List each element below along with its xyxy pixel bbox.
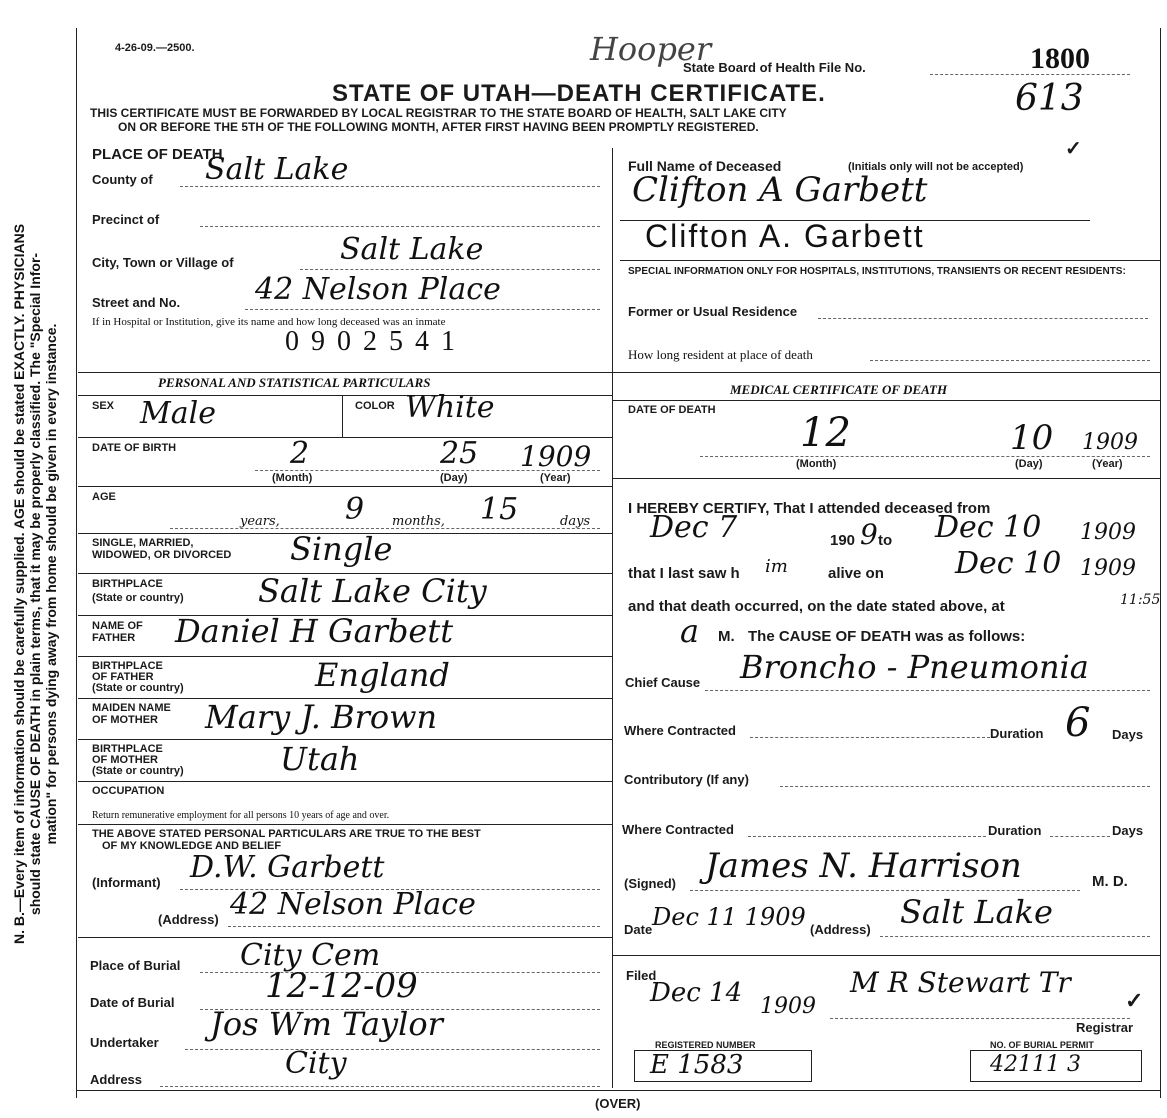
file-label: State Board of Health File No. — [683, 60, 866, 75]
county-label: County of — [92, 172, 153, 187]
full-name-note: (Initials only will not be accepted) — [848, 161, 1024, 173]
attest-line-1: THE ABOVE STATED PERSONAL PARTICULARS ARE TRUE TO THE BEST — [92, 828, 481, 840]
duration-label: Duration — [990, 726, 1044, 741]
death-date-rule — [612, 478, 1160, 479]
months-label: months, — [392, 514, 445, 529]
mother-bp-label-2: OF MOTHER — [92, 754, 158, 766]
medical-heading-rule — [612, 400, 1160, 401]
undertaker-address-label: Address — [90, 1072, 143, 1087]
burial-permit-number: 42111 3 — [990, 1052, 1081, 1077]
occupation-label: OCCUPATION — [92, 785, 165, 797]
last-saw-suffix: im — [765, 556, 788, 577]
dob-month: 2 — [290, 436, 310, 471]
father-label-2: FATHER — [92, 632, 136, 644]
street-label: Street and No. — [92, 295, 181, 310]
sex-rule — [78, 437, 612, 438]
medical-heading: MEDICAL CERTIFICATE OF DEATH — [730, 382, 948, 397]
marital-label-2: WIDOWED, OR DIVORCED — [92, 549, 232, 561]
alive-date: Dec 10 — [955, 546, 1062, 581]
signed-date-label: Date — [624, 922, 653, 937]
instruction-line-1: THIS CERTIFICATE MUST BE FORWARDED BY LOCAL REGISTRAR TO THE STATE BOARD OF HEALTH, SALT LAKE CITY — [90, 106, 787, 120]
residence-line — [818, 318, 1148, 319]
where-contracted-line — [750, 737, 990, 738]
dob-rule — [78, 486, 612, 487]
bottom-border — [76, 1090, 1160, 1091]
death-day: 10 — [1010, 418, 1054, 458]
chief-cause-label: Chief Cause — [625, 675, 701, 690]
how-long-label: How long resident at place of death — [628, 347, 813, 362]
mother-bp-label-3: (State or country) — [92, 765, 184, 777]
informant-value: D.W. Garbett — [190, 850, 385, 885]
md-label: M. D. — [1092, 873, 1128, 890]
county-value: Salt Lake — [205, 152, 349, 187]
certificate-title: STATE OF UTAH—DEATH CERTIFICATE. — [332, 80, 826, 107]
deceased-name-print: Clifton A. Garbett — [645, 218, 925, 254]
checkmark-icon: ✓ — [1065, 138, 1082, 160]
right-border — [1160, 28, 1161, 1098]
burial-date-label: Date of Burial — [90, 995, 175, 1010]
duration-value: 6 — [1065, 700, 1091, 746]
undertaker-address-value: City — [285, 1046, 347, 1081]
sex-label: SEX — [92, 400, 115, 412]
death-year: 1909 — [1082, 430, 1138, 455]
death-day-caption: (Day) — [1015, 458, 1043, 470]
side-line-2: should state CAUSE OF DEATH in plain terms, that it may be properly classified. The "Special Infor- — [27, 252, 43, 916]
dob-month-caption: (Month) — [272, 472, 313, 484]
occupation-note: Return remunerative employment for all persons 10 years of age and over. — [92, 810, 390, 821]
left-border — [76, 28, 77, 1098]
left-section-rule — [78, 372, 612, 373]
street-value: 42 Nelson Place — [255, 272, 501, 307]
hospital-note: If in Hospital or Institution, give its name and how long deceased was an inmate — [92, 316, 446, 328]
birthplace-label-2: (State or country) — [92, 592, 184, 604]
registered-number-label: REGISTERED NUMBER — [655, 1040, 756, 1050]
registrar-line — [830, 1018, 1130, 1019]
undertaker-address-line — [160, 1086, 600, 1087]
duration-days-label: Days — [1112, 727, 1144, 742]
medical-bottom-rule — [612, 955, 1160, 956]
side-line-1: N. B.—Every item of information should be carefully supplied. AGE should be stated EXACTLY. PHYSICIANS — [11, 223, 27, 945]
sex-value: Male — [140, 396, 216, 431]
mother-bp-rule — [78, 781, 612, 782]
sex-color-divider — [342, 395, 343, 437]
dob-year: 1909 — [520, 440, 592, 473]
birthplace-label-1: BIRTHPLACE — [92, 578, 163, 590]
signed-label: (Signed) — [624, 876, 676, 891]
city-line — [300, 269, 600, 270]
instruction-line-2: ON OR BEFORE THE 5TH OF THE FOLLOWING MONTH, AFTER FIRST HAVING BEEN PROMPTLY REGISTERED. — [118, 120, 759, 134]
where-contracted2-line — [748, 836, 986, 837]
age-label: AGE — [92, 491, 116, 503]
death-date-line — [700, 456, 1150, 457]
residence-label: Former or Usual Residence — [628, 304, 798, 319]
filed-date: Dec 14 — [650, 978, 743, 1008]
occurred-text: and that death occurred, on the date stated above, at — [628, 598, 1005, 615]
attended-to-label: to — [878, 532, 893, 549]
last-saw-text: that I last saw h — [628, 565, 740, 582]
name-bottom-rule — [620, 260, 1160, 261]
duration2-label: Duration — [988, 823, 1042, 838]
cause-text: The CAUSE OF DEATH was as follows: — [748, 628, 1026, 645]
time-value: 11:55 — [1120, 592, 1161, 608]
chief-cause-line — [705, 690, 1150, 691]
contributory-label: Contributory (If any) — [624, 772, 749, 787]
birthplace-value: Salt Lake City — [258, 572, 487, 610]
days-label: days — [560, 514, 591, 529]
mother-value: Mary J. Brown — [205, 698, 438, 736]
undertaker-value: Jos Wm Taylor — [210, 1005, 443, 1043]
contributory-line — [780, 786, 1150, 787]
column-divider — [612, 148, 613, 1088]
informant-label: (Informant) — [92, 875, 161, 890]
death-date-label: DATE OF DEATH — [628, 404, 716, 416]
attest-line-2: OF MY KNOWLEDGE AND BELIEF — [102, 840, 282, 852]
dob-label: DATE OF BIRTH — [92, 442, 177, 454]
registrar-label: Registrar — [1076, 1020, 1134, 1035]
father-bp-label-1: BIRTHPLACE — [92, 660, 163, 672]
burial-permit-label: NO. OF BURIAL PERMIT — [990, 1040, 1094, 1050]
registered-number: E 1583 — [650, 1050, 744, 1080]
registrar-checkmark-icon: ✓ — [1125, 988, 1144, 1013]
signed-line — [690, 890, 1080, 891]
dob-day-caption: (Day) — [440, 472, 468, 484]
physician-address-value: Salt Lake — [900, 893, 1053, 931]
city-value: Salt Lake — [340, 232, 484, 267]
burial-date-value: 12-12-09 — [265, 966, 418, 1006]
city-label: City, Town or Village of — [92, 255, 234, 270]
burial-place-value: City Cem — [240, 938, 381, 973]
mother-label-2: OF MOTHER — [92, 714, 158, 726]
right-section-rule — [612, 372, 1160, 373]
death-month: 12 — [800, 410, 851, 456]
attended-from-date: Dec 7 — [650, 510, 738, 545]
full-name-label: Full Name of Deceased — [628, 158, 782, 174]
deceased-name-script: Clifton A Garbett — [632, 170, 928, 210]
precinct-label: Precinct of — [92, 212, 160, 227]
stamp-number: 0902541 — [285, 326, 467, 357]
informant-address-line — [228, 926, 600, 927]
side-line-3: mation" for persons dying away from home should be given in every instance. — [43, 323, 59, 845]
death-month-caption: (Month) — [796, 458, 837, 470]
color-label: COLOR — [355, 400, 395, 412]
father-bp-label-2: OF FATHER — [92, 671, 154, 683]
mother-bp-label-1: BIRTHPLACE — [92, 743, 163, 755]
attended-from-year-suffix: 9 — [860, 518, 878, 551]
burial-place-label: Place of Burial — [90, 958, 181, 973]
filed-year: 1909 — [760, 994, 816, 1019]
dob-line — [255, 470, 600, 471]
dob-day: 25 — [440, 436, 479, 471]
age-line — [170, 528, 600, 529]
occupation-rule — [78, 824, 612, 825]
side-instructions — [11, 59, 59, 1109]
age-days: 15 — [480, 492, 519, 527]
how-long-line — [870, 360, 1150, 361]
local-number: 613 — [1015, 78, 1084, 119]
alive-year: 1909 — [1080, 556, 1136, 581]
signed-date-value: Dec 11 1909 — [652, 903, 806, 931]
certify-text: I HEREBY CERTIFY, That I attended deceased from — [628, 500, 991, 517]
years-label: years, — [240, 514, 280, 529]
form-code: 4-26-09.—2500. — [115, 42, 195, 54]
personal-heading: PERSONAL AND STATISTICAL PARTICULARS — [158, 375, 431, 390]
filed-label: Filed — [626, 968, 657, 983]
marital-value: Single — [290, 530, 393, 568]
duration2-days-label: Days — [1112, 823, 1144, 838]
age-months: 9 — [345, 492, 365, 527]
attended-from-year: 190 — [830, 532, 856, 549]
meridian-value: a — [680, 612, 700, 650]
precinct-line — [200, 226, 600, 227]
county-annotation: Hooper — [590, 30, 712, 68]
informant-address-value: 42 Nelson Place — [230, 887, 476, 922]
father-label-1: NAME OF — [92, 620, 143, 632]
attended-to-date: Dec 10 — [935, 510, 1042, 545]
chief-cause-value: Broncho - Pneumonia — [740, 648, 1089, 686]
death-year-caption: (Year) — [1092, 458, 1123, 470]
physician-address-label: (Address) — [810, 922, 871, 937]
mother-bp-value: Utah — [280, 740, 360, 778]
over-note: (OVER) — [595, 1096, 641, 1111]
place-of-death-heading: PLACE OF DEATH — [92, 146, 223, 163]
father-bp-label-3: (State or country) — [92, 682, 184, 694]
undertaker-label: Undertaker — [90, 1035, 159, 1050]
where-contracted2-label: Where Contracted — [622, 822, 734, 837]
where-contracted-label: Where Contracted — [624, 723, 736, 738]
undertaker-line — [185, 1049, 600, 1050]
alive-label: alive on — [828, 565, 884, 582]
father-value: Daniel H Garbett — [175, 612, 454, 650]
attended-to-year: 1909 — [1080, 520, 1136, 545]
physician-signature: James N. Harrison — [705, 846, 1022, 886]
street-line — [245, 309, 600, 310]
registrar-signature: M R Stewart Tr — [850, 966, 1071, 999]
file-number: 1800 — [1030, 42, 1090, 75]
m-label: M. — [718, 628, 735, 645]
dob-year-caption: (Year) — [540, 472, 571, 484]
father-bp-value: England — [315, 656, 450, 694]
informant-address-label: (Address) — [158, 912, 219, 927]
physician-address-line — [880, 936, 1150, 937]
mother-label-1: MAIDEN NAME — [92, 702, 171, 714]
color-value: White — [405, 390, 495, 425]
duration2-line — [1050, 836, 1110, 837]
special-info: SPECIAL INFORMATION ONLY FOR HOSPITALS, INSTITUTIONS, TRANSIENTS OR RECENT RESIDENTS: — [628, 266, 1126, 277]
marital-label-1: SINGLE, MARRIED, — [92, 537, 194, 549]
